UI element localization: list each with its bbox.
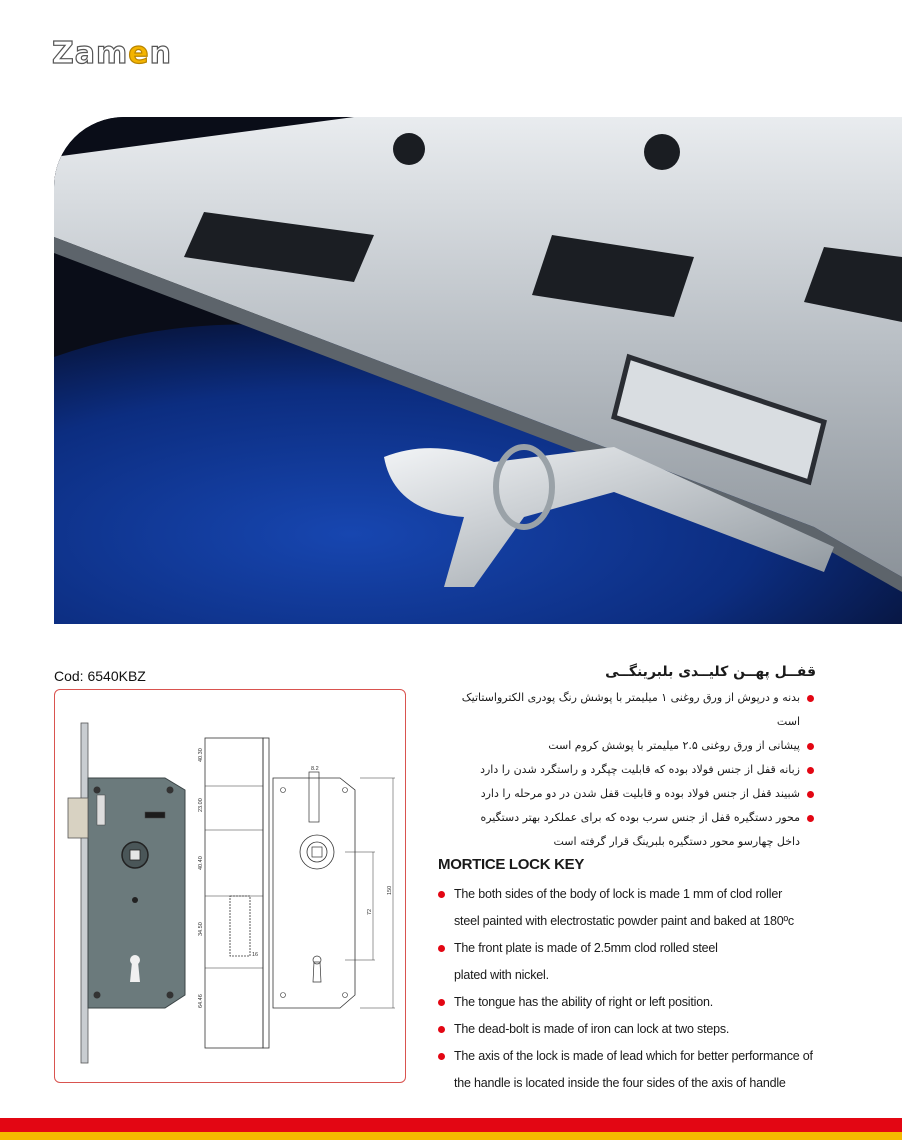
english-spec-item: The tongue has the ability of right or left position. [438, 989, 838, 1016]
product-code: Cod: 6540KBZ [54, 668, 146, 684]
english-spec-item: steel painted with electrostatic powder paint and baked at 180ºc [454, 914, 794, 928]
english-spec-item: the handle is located inside the four sides of the axis of handle [454, 1076, 786, 1090]
dim-label-6: 16 [252, 952, 259, 958]
logo-text-a: Zam [52, 36, 129, 71]
english-spec-section [438, 856, 838, 1097]
screw-hole-2 [644, 134, 680, 170]
english-spec-item: The both sides of the body of lock is made 1 mm of clod roller [438, 881, 838, 908]
footer-yellow-stripe [0, 1132, 902, 1140]
english-title: MORTICE LOCK KEY [438, 856, 585, 873]
persian-spec-item: داخل چهارسو محور دستگیره بلبرینگ قرار گرفته است [553, 835, 800, 848]
lock-technical-drawing [55, 690, 407, 1084]
footer-red-stripe [0, 1118, 902, 1132]
technical-drawing-frame [54, 689, 406, 1083]
english-spec-item: The axis of the lock is made of lead which for better performance of [438, 1043, 838, 1070]
english-spec-list [438, 881, 838, 1097]
english-spec-item: plated with nickel. [454, 968, 549, 982]
logo-text-c: n [149, 36, 172, 71]
persian-title: قفــل پهــن کلیــدی بلبرینگــی [605, 664, 816, 680]
persian-spec-section [436, 664, 816, 854]
persian-spec-item: پیشانی از ورق روغنی ۲.۵ میلیمتر با پوشش کروم است [436, 734, 816, 758]
front-view-outline [273, 778, 355, 1008]
dim-label-5: 64.46 [198, 994, 204, 1008]
dim-label-8: 150 [387, 885, 393, 895]
english-spec-item: The front plate is made of 2.5mm clod rolled steel [438, 935, 838, 962]
dim-label-2: 23.00 [198, 798, 204, 812]
persian-spec-item: بدنه و درپوش از ورق روغنی ۱ میلیمتر با پوشش رنگ پودری الکترواستاتیک است [436, 686, 816, 734]
dim-label-1: 40.30 [198, 748, 204, 762]
hero-photo [54, 117, 902, 624]
faceplate-side [81, 723, 88, 1063]
dim-label-7: 72 [367, 908, 373, 915]
persian-spec-item: زبانه قفل از جنس فولاد بوده که قابلیت چپگرد و راستگرد شدن را دارد [436, 758, 816, 782]
dim-label-3: 40.40 [198, 856, 204, 870]
persian-spec-item: شبیند قفل از جنس فولاد بوده و قابلیت قفل شدن در دو مرحله را دارد [436, 782, 816, 806]
persian-spec-list [436, 686, 816, 854]
dim-label-9: 8.2 [311, 766, 319, 772]
brand-logo [52, 36, 172, 71]
english-spec-item: The dead-bolt is made of iron can lock at two steps. [438, 1016, 838, 1043]
dim-label-4: 34.50 [198, 922, 204, 936]
side-view-outline [205, 738, 263, 1048]
screw-hole-1 [393, 133, 425, 165]
lock-photo-illustration [54, 117, 902, 624]
latch-tongue [68, 798, 88, 838]
logo-text-b: e [128, 36, 150, 71]
persian-spec-item: محور دستگیره قفل از جنس سرب بوده که برای عملکرد بهتر دستگیره [436, 806, 816, 830]
